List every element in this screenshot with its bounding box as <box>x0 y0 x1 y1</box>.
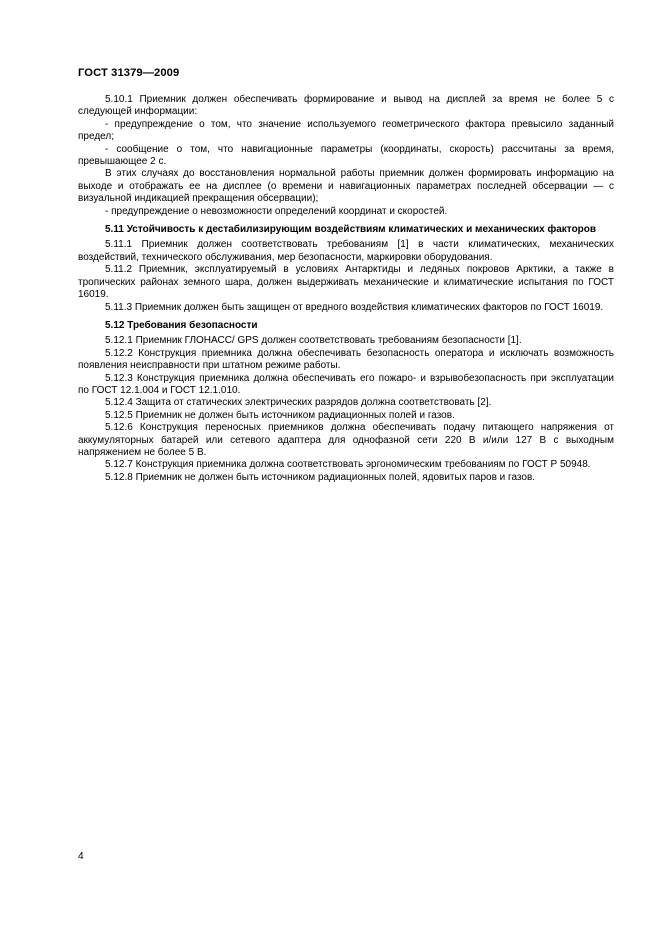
section-heading-5-11: 5.11 Устойчивость к дестабилизирующим воздействиям климатических и механических факторов <box>105 224 597 236</box>
document-header: ГОСТ 31379—2009 <box>78 67 180 79</box>
paragraph-5-12-6: 5.12.6 Конструкция переносных приемников должна обеспечивать подачу питающего напряжения от аккумуляторных батарей или сетевого адаптера для однофазной сети 220 В и/или 127 В с выходным напряжением не более 5 В. <box>78 422 614 458</box>
paragraph-5-12-1: 5.12.1 Приемник ГЛОНАСС/ GPS должен соответствовать требованиям безопасности [1]. <box>105 335 522 347</box>
page-number: 4 <box>78 851 84 862</box>
paragraph-5-12-8: 5.12.8 Приемник не должен быть источником радиационных полей, ядовитых паров и газов. <box>105 471 536 483</box>
paragraph-5-12-7: 5.12.7 Конструкция приемника должна соответствовать эргономическим требованиям по ГОСТ Р 50948. <box>105 459 591 471</box>
paragraph-5-10-1-item-2: - сообщение о том, что навигационные параметры (координаты, скорость) рассчитаны за время, превышающее 2 с. <box>78 143 614 168</box>
paragraph-5-10-1-item-3: - предупреждение о невозможности определений координат и скоростей. <box>105 205 448 217</box>
paragraph-5-12-3: 5.12.3 Конструкция приемника должна обеспечивать его пожаро- и взрывобезопасность при эксплуатации по ГОСТ 12.1.004 и ГОСТ 12.1.010. <box>78 372 614 396</box>
paragraph-5-11-3: 5.11.3 Приемник должен быть защищен от вредного воздействия климатических факторов по ГОСТ 16019. <box>105 301 604 313</box>
paragraph-5-12-5: 5.12.5 Приемник не должен быть источником радиационных полей и газов. <box>105 409 455 421</box>
document-body <box>78 94 614 484</box>
paragraph-5-12-2: 5.12.2 Конструкция приемника должна обеспечивать безопасность оператора и исключать возможность появления неисправности при штатном режиме работы. <box>78 347 614 372</box>
paragraph-5-10-1: 5.10.1 Приемник должен обеспечивать формирование и вывод на дисплей за время не более 5 с следующей информации: <box>78 94 614 118</box>
paragraph-5-10-1-note: В этих случаях до восстановления нормальной работы приемник должен формировать информацию на выходе и отображать ее на дисплее (о времени и навигационных параметрах последней обсервации — с визуальной индикацией прекращения обсервации); <box>78 168 614 205</box>
paragraph-5-11-1: 5.11.1 Приемник должен соответствовать требованиям [1] в части климатических, механических воздействий, технического обслуживания, мер безопасности, маркировки оборудования. <box>78 239 614 263</box>
paragraph-5-11-2: 5.11.2 Приемник, эксплуатируемый в условиях Антарктиды и ледяных покровов Арктики, а также в тропических районах земного шара, должен выдерживать механические и климатические испытания по ГОСТ 16019. <box>78 264 614 301</box>
section-heading-5-12: 5.12 Требования безопасности <box>105 319 258 331</box>
paragraph-5-12-4: 5.12.4 Защита от статических электрических разрядов должна соответствовать [2]. <box>105 397 492 409</box>
paragraph-5-10-1-item-1: - предупреждение о том, что значение используемого геометрического фактора превысило заданный предел; <box>78 118 614 143</box>
